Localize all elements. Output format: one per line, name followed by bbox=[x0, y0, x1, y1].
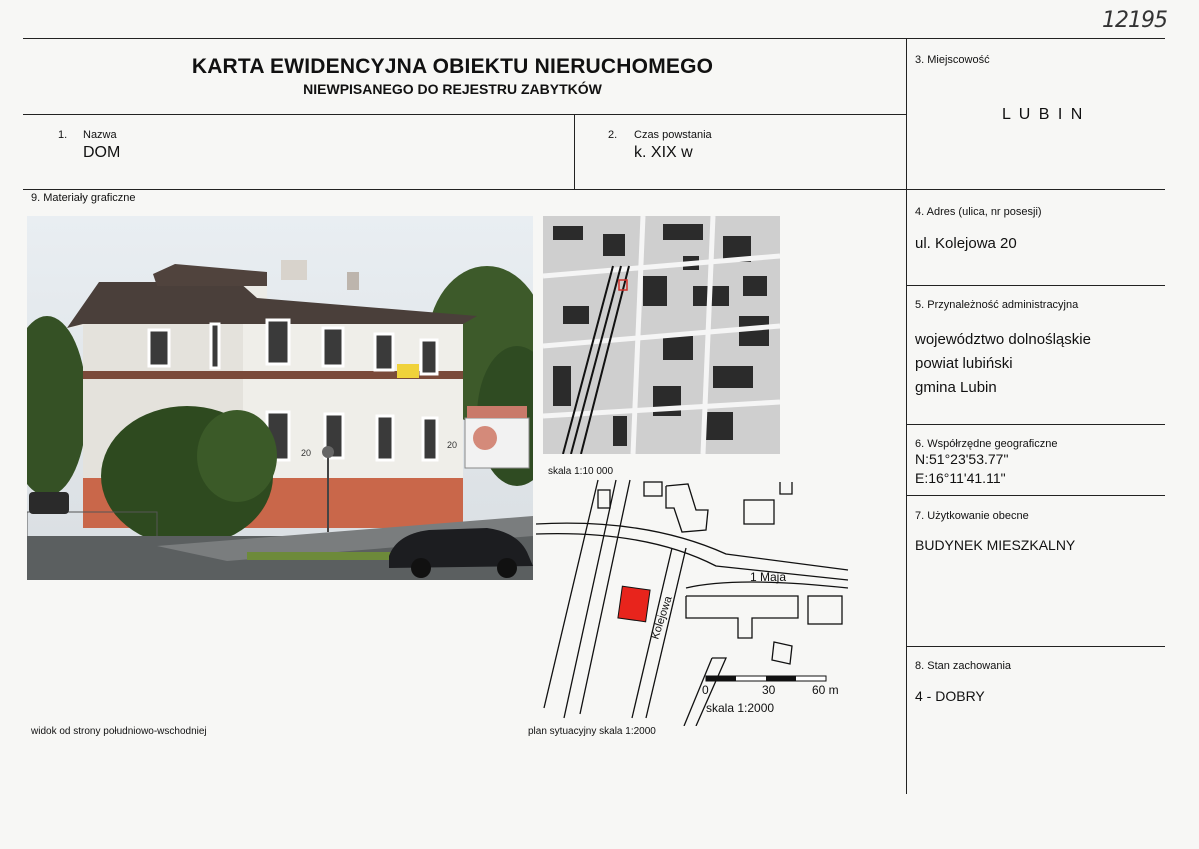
street-1maja: 1 Maja bbox=[750, 570, 787, 584]
right-rule-4 bbox=[906, 285, 1165, 286]
plan-caption: plan sytuacyjny skala 1:2000 bbox=[528, 726, 656, 737]
document-title: KARTA EWIDENCYJNA OBIEKTU NIERUCHOMEGO bbox=[191, 55, 714, 78]
coords-lat: N:51°23'53.77" bbox=[915, 451, 1009, 467]
address-label: 4. Adres (ulica, nr posesji) bbox=[915, 206, 1042, 218]
page-number: 12195 bbox=[1102, 8, 1167, 33]
locality-label: 3. Miejscowość bbox=[915, 54, 990, 66]
scale-text: skala 1:2000 bbox=[706, 701, 775, 715]
scale-60: 60 m bbox=[812, 683, 839, 697]
usage-label: 7. Użytkowanie obecne bbox=[915, 510, 1029, 522]
top-rule bbox=[23, 38, 1165, 39]
photo-house-number-1: 20 bbox=[301, 448, 312, 458]
right-rule-6 bbox=[906, 495, 1165, 496]
right-rule-7 bbox=[906, 646, 1165, 647]
coords-label: 6. Współrzędne geograficzne bbox=[915, 438, 1058, 450]
condition-value: 4 - DOBRY bbox=[915, 688, 985, 704]
locality-value: L U B I N bbox=[1002, 106, 1085, 123]
field-divider bbox=[574, 114, 575, 189]
address-value: ul. Kolejowa 20 bbox=[915, 235, 1017, 252]
scale-30: 30 bbox=[762, 683, 776, 697]
photo-house-number-2: 20 bbox=[447, 440, 458, 450]
usage-value: BUDYNEK MIESZKALNY bbox=[915, 537, 1076, 553]
name-value: DOM bbox=[83, 144, 121, 161]
photo-caption: widok od strony południowo-wschodniej bbox=[31, 726, 207, 737]
admin-county: powiat lubiński bbox=[915, 355, 1013, 372]
main-divider bbox=[906, 38, 907, 794]
date-value: k. XIX w bbox=[634, 144, 693, 161]
name-number: 1. bbox=[58, 129, 68, 141]
date-label: Czas powstania bbox=[634, 129, 712, 141]
right-rule-5 bbox=[906, 424, 1165, 425]
header-bottom-rule bbox=[23, 114, 907, 115]
name-label: Nazwa bbox=[83, 129, 117, 141]
graphics-label: 9. Materiały graficzne bbox=[31, 192, 136, 204]
building-photo bbox=[27, 216, 533, 580]
admin-label: 5. Przynależność administracyjna bbox=[915, 299, 1079, 311]
date-number: 2. bbox=[608, 129, 618, 141]
street-kolejowa: Kolejowa bbox=[649, 594, 675, 641]
highlighted-building bbox=[618, 586, 650, 622]
fields-bottom-rule bbox=[23, 189, 1165, 190]
topographic-map bbox=[543, 216, 780, 454]
map-scale-caption: skala 1:10 000 bbox=[548, 466, 614, 477]
admin-commune: gmina Lubin bbox=[915, 379, 997, 396]
scale-0: 0 bbox=[702, 683, 709, 697]
admin-voivodeship: województwo dolnośląskie bbox=[915, 331, 1091, 348]
document-subtitle: NIEWPISANEGO DO REJESTRU ZABYTKÓW bbox=[303, 81, 602, 97]
coords-lon: E:16°11'41.11" bbox=[915, 470, 1006, 486]
condition-label: 8. Stan zachowania bbox=[915, 660, 1012, 672]
situation-plan bbox=[536, 478, 854, 726]
